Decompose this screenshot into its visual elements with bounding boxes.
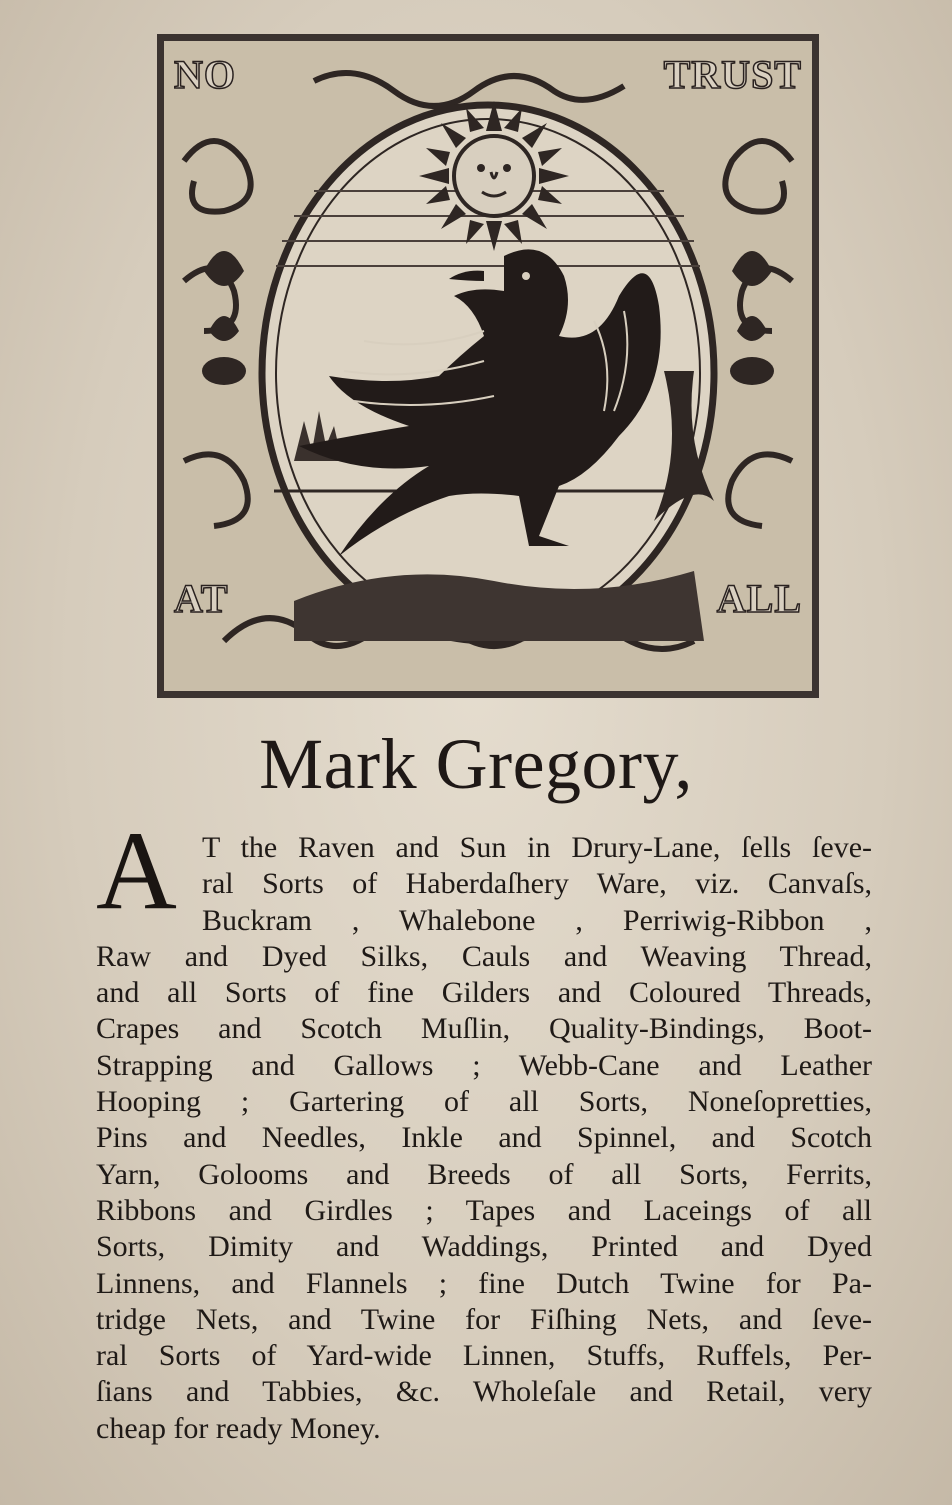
body-line: Yarn, Golooms and Breeds of all Sorts, Ferrits,	[96, 1157, 872, 1191]
body-line: and all Sorts of fine Gilders and Coloured Threads,	[96, 976, 872, 1010]
body-line: ral Sorts of Haberdaſhery Ware, viz. Canvaſs,	[202, 867, 872, 901]
motto-at-label: AT	[174, 576, 229, 621]
advertisement-body	[96, 830, 872, 1447]
motto-all-label: ALL	[716, 576, 802, 621]
body-line: Ribbons and Girdles ; Tapes and Laceings of all	[96, 1193, 872, 1227]
body-line: Buckram , Whalebone , Perriwig-Ribbon ,	[202, 903, 872, 937]
motto-no-label: NO	[174, 52, 236, 97]
motto-trust-label: TRUST	[663, 52, 802, 97]
body-line: ral Sorts of Yard-wide Linnen, Stuffs, Ruffels, Per-	[96, 1339, 872, 1373]
body-line: Pins and Needles, Inkle and Spinnel, and Scotch	[96, 1121, 872, 1155]
body-line: Raw and Dyed Silks, Cauls and Weaving Thread,	[96, 939, 872, 973]
body-line: Sorts, Dimity and Waddings, Printed and Dyed	[96, 1230, 872, 1264]
raven-sun-image	[164, 41, 812, 691]
body-line: T the Raven and Sun in Drury-Lane, ſells ſeve-	[202, 831, 872, 864]
merchant-name-title: Mark Gregory,	[259, 724, 693, 804]
drop-cap-letter: A	[96, 809, 177, 933]
body-line: Hooping ; Gartering of all Sorts, Noneſopretties,	[96, 1085, 872, 1119]
body-line: Crapes and Scotch Muſlin, Quality-Bindings, Boot-	[96, 1012, 872, 1046]
woodcut-illustration	[157, 34, 819, 698]
body-line: Strapping and Gallows ; Webb-Cane and Leather	[96, 1048, 872, 1082]
woodcut-frame	[161, 38, 815, 694]
body-line: tridge Nets, and Twine for Fiſhing Nets, and ſeve-	[96, 1302, 872, 1336]
body-line: Linnens, and Flannels ; fine Dutch Twine for Pa-	[96, 1266, 872, 1300]
body-line: ſians and Tabbies, &c. Wholeſale and Retail, very	[96, 1375, 872, 1409]
body-line-last: cheap for ready Money.	[96, 1411, 381, 1445]
